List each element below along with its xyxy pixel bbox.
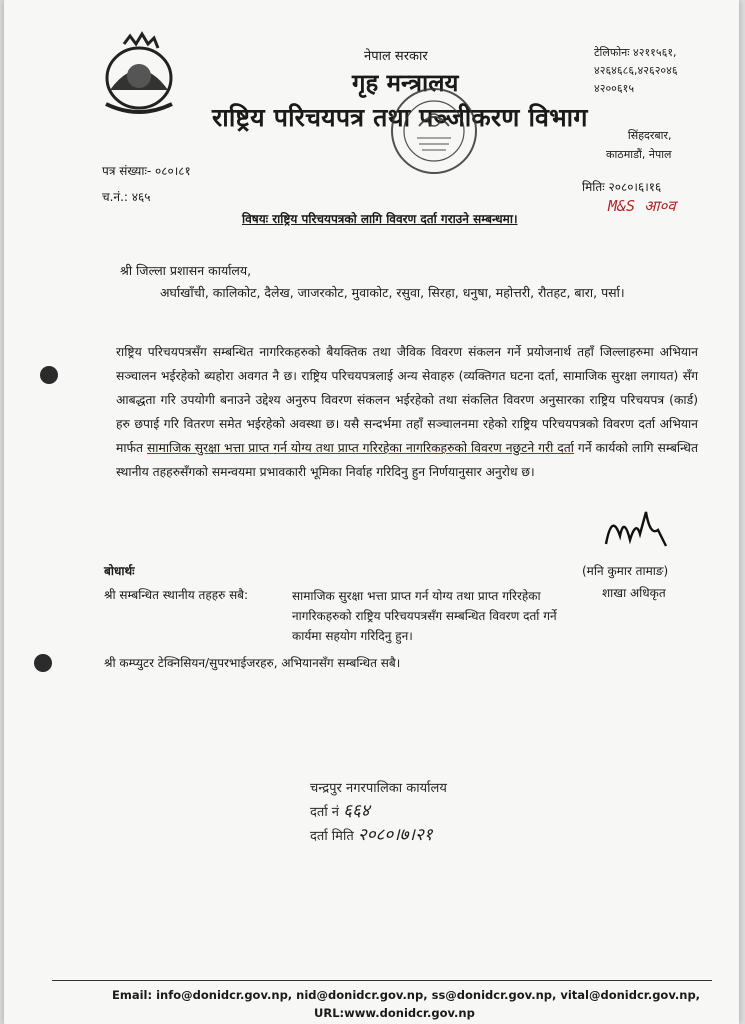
addressee-office: श्री जिल्ला प्रशासन कार्यालय,	[120, 263, 252, 278]
stamp-office: चन्द्रपुर नगरपालिका कार्यालय	[310, 781, 447, 796]
stamp-date-label: दर्ता मिति	[310, 829, 354, 844]
phone-line: ४२००६१५	[594, 82, 635, 95]
cc-label: बोधार्थः	[104, 564, 135, 578]
phone-numbers	[594, 44, 678, 98]
phone-line: ४२६४६८६,४२६२०४६	[594, 64, 678, 77]
signatory-name: (मनि कुमार तामाङ)	[582, 564, 669, 578]
subject-line: विषयः राष्ट्रिय परिचयपत्रको लागि विवरण दर्ता गराउने सम्बन्धमा।	[242, 212, 518, 226]
signatory-title: शाखा अधिकृत	[602, 586, 666, 600]
footer-url: URL:www.donidcr.gov.np	[314, 1006, 475, 1020]
highlighted-text: सामाजिक सुरक्षा भत्ता प्राप्त गर्न योग्य तथा प्राप्त गरिरहेका नागरिकहरुको विवरण नछुटने गरी दर्ता	[146, 441, 574, 455]
stamp-reg-label: दर्ता नं	[310, 805, 340, 820]
registration-stamp	[310, 778, 447, 848]
cc-recipient-1-text: सामाजिक सुरक्षा भत्ता प्राप्त गर्न योग्य तथा प्राप्त गरिरहेका नागरिकहरुको राष्ट्रिय परिचयपत्रसँग सम्बन्धित विवरण दर्ता गर्ने कार्यमा सहयोग गरिदिनु हुन।	[292, 589, 557, 643]
address-line: काठमाडौं, नेपाल	[606, 148, 672, 161]
stamp-date-row	[310, 824, 447, 848]
phone-line: टेलिफोनः ४२११५६१,	[594, 46, 677, 59]
body-text-part: राष्ट्रिय परिचयपत्रसँग सम्बन्धित नागरिकहरुको बैयक्तिक तथा जैविक विवरण संकलन गर्ने प्रयोजनार्थ तहाँ जिल्लाहरुमा अभियान सञ्चालन भईरहेको ब्यहोरा अवगत नै छ। राष्ट्रिय परिचयपत्रलाई अन्य सेवाहरु (व्यक्तिगत घटना दर्ता, सामाजिक सुरक्षा लगायत) सँग आबद्धता गरि उपयोगी बनाउने उद्देश्य अनुरुप विवरण संकलन भईरहेको तथा संकलित विवरण अनुसारका राष्ट्रिय परिचयपत्र (कार्ड) हरु छपाई गरि वितरण समेत भईरहेको अवस्था छ। यसै सन्दर्भमा तहाँ सञ्चालनमा रहेको राष्ट्रिय परिचयपत्रको विवरण दर्ता अभियान मार्फत	[116, 345, 698, 455]
stamp-date: २०८०।७।२१	[357, 825, 433, 845]
department-name: राष्ट्रिय परिचयपत्र तथा पञ्जीकरण विभाग	[212, 103, 588, 132]
stamp-reg-row	[310, 800, 447, 824]
handwritten-note: M&S आ०व	[608, 197, 676, 215]
punch-hole	[40, 366, 58, 384]
government-name: नेपाल सरकार	[364, 49, 428, 64]
letter-page	[4, 0, 739, 1024]
office-address	[606, 126, 672, 164]
cc-recipient-1: श्री सम्बन्धित स्थानीय तहहरु सबै:	[104, 588, 249, 602]
cc-recipient-2: श्री कम्प्युटर टेक्निसियन/सुपरभाईजरहरु, अभियानसँग सम्बन्धित सबै।	[104, 656, 401, 670]
reference-block	[102, 158, 191, 210]
body-text-part: गर्ने कार्यको लागि सम्बन्धित स्थानीय तहहरुसँगको समन्वयमा प्रभावकारी भूमिका निर्वाह गरिदिनु हुन निर्णयानुसार अनुरोध छ।	[116, 441, 698, 479]
stamp-reg-number: ६६४	[343, 801, 370, 821]
nepal-emblem-logo	[100, 30, 178, 116]
body-paragraph	[116, 340, 698, 484]
letter-date: मितिः २०८०।६।१६	[582, 180, 662, 194]
addressee-districts: अर्घाखाँची, कालिकोट, दैलेख, जाजरकोट, मुवाकोट, रसुवा, सिरहा, धनुषा, महोत्तरी, रौतहट, बारा, पर्सा।	[160, 285, 625, 300]
punch-hole	[34, 654, 52, 672]
letter-number: पत्र संख्याः- ०८०।८१	[102, 164, 191, 178]
footer-divider	[52, 980, 712, 981]
office-seal-stamp	[389, 86, 479, 176]
dispatch-number: च.नं.: ४६५	[102, 190, 151, 204]
ministry-name: गृह मन्त्रालय	[352, 69, 459, 97]
footer-email: Email: info@donidcr.gov.np, nid@donidcr.gov.np, ss@donidcr.gov.np, vital@donidcr.gov.np,	[112, 988, 701, 1002]
signature-scribble	[600, 506, 670, 554]
address-line: सिंहदरबार,	[627, 129, 672, 142]
